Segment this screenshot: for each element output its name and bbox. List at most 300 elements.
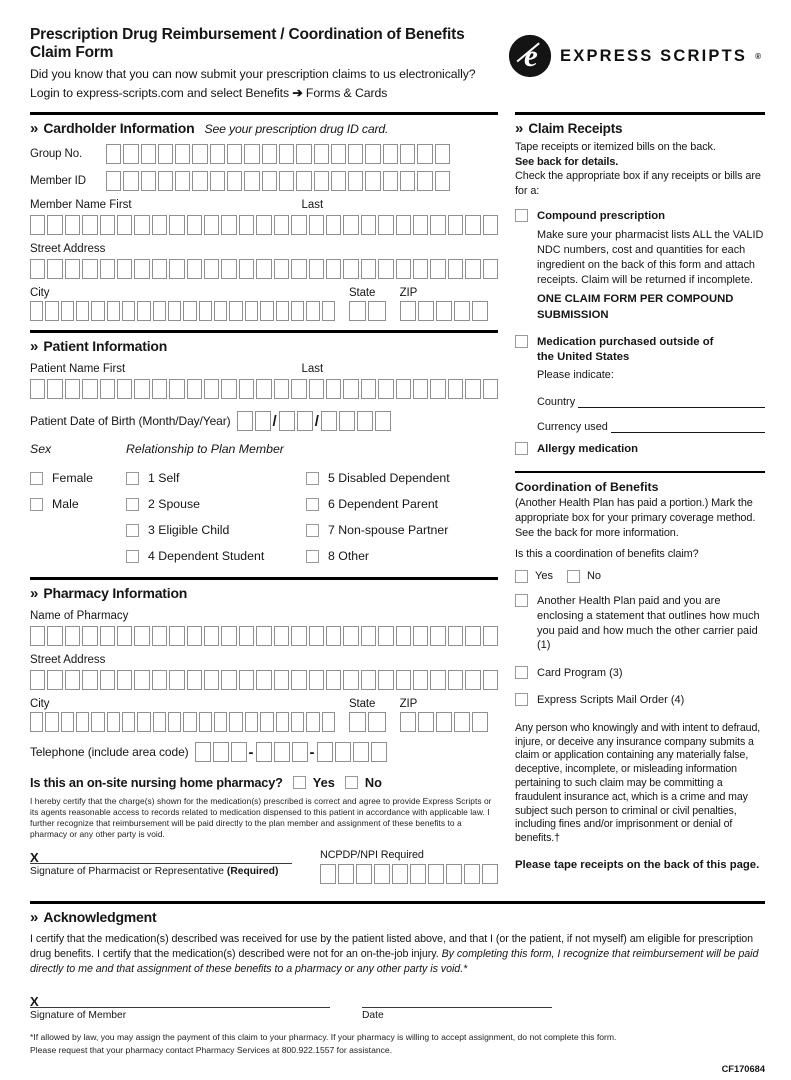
char-box[interactable] bbox=[356, 864, 372, 884]
char-box[interactable] bbox=[187, 215, 202, 235]
char-box[interactable] bbox=[256, 670, 271, 690]
char-box[interactable] bbox=[106, 171, 121, 191]
char-box[interactable] bbox=[348, 144, 363, 164]
char-box[interactable] bbox=[262, 144, 277, 164]
char-box[interactable] bbox=[343, 626, 358, 646]
char-box[interactable] bbox=[317, 742, 333, 762]
dependent-parent-checkbox[interactable] bbox=[306, 498, 319, 511]
char-box[interactable] bbox=[400, 712, 416, 732]
char-box[interactable] bbox=[343, 379, 358, 399]
char-box[interactable] bbox=[195, 742, 211, 762]
char-box[interactable] bbox=[47, 626, 62, 646]
char-box[interactable] bbox=[152, 626, 167, 646]
char-box[interactable] bbox=[153, 712, 166, 732]
pharmacy-street-boxes[interactable] bbox=[30, 670, 498, 690]
char-box[interactable] bbox=[483, 259, 498, 279]
char-box[interactable] bbox=[368, 712, 385, 732]
phone-prefix-boxes[interactable] bbox=[256, 742, 308, 762]
char-box[interactable] bbox=[365, 171, 380, 191]
other-checkbox[interactable] bbox=[306, 550, 319, 563]
char-box[interactable] bbox=[410, 864, 426, 884]
pharmacy-zip-boxes[interactable] bbox=[400, 712, 488, 732]
char-box[interactable] bbox=[417, 171, 432, 191]
char-box[interactable] bbox=[331, 171, 346, 191]
compound-prescription-checkbox[interactable] bbox=[515, 209, 528, 222]
char-box[interactable] bbox=[274, 215, 289, 235]
char-box[interactable] bbox=[378, 259, 393, 279]
checkbox-dependent-parent[interactable] bbox=[306, 491, 450, 517]
char-box[interactable] bbox=[245, 301, 258, 321]
char-box[interactable] bbox=[187, 626, 202, 646]
char-box[interactable] bbox=[106, 144, 121, 164]
no-checkbox[interactable] bbox=[345, 776, 358, 789]
char-box[interactable] bbox=[175, 171, 190, 191]
char-box[interactable] bbox=[483, 626, 498, 646]
char-box[interactable] bbox=[465, 259, 480, 279]
char-box[interactable] bbox=[418, 301, 434, 321]
char-box[interactable] bbox=[204, 259, 219, 279]
char-box[interactable] bbox=[168, 301, 181, 321]
char-box[interactable] bbox=[169, 215, 184, 235]
char-box[interactable] bbox=[276, 301, 289, 321]
char-box[interactable] bbox=[472, 712, 488, 732]
char-box[interactable] bbox=[418, 712, 434, 732]
char-box[interactable] bbox=[413, 259, 428, 279]
char-box[interactable] bbox=[204, 626, 219, 646]
char-box[interactable] bbox=[82, 670, 97, 690]
char-box[interactable] bbox=[239, 626, 254, 646]
checkbox-cob-yes[interactable] bbox=[515, 570, 553, 583]
checkbox-male[interactable] bbox=[30, 491, 126, 517]
char-box[interactable] bbox=[435, 171, 450, 191]
cob-no-checkbox[interactable] bbox=[567, 570, 580, 583]
char-box[interactable] bbox=[335, 742, 351, 762]
char-box[interactable] bbox=[348, 171, 363, 191]
char-box[interactable] bbox=[221, 670, 236, 690]
char-box[interactable] bbox=[378, 626, 393, 646]
char-box[interactable] bbox=[123, 144, 138, 164]
char-box[interactable] bbox=[396, 379, 411, 399]
char-box[interactable] bbox=[279, 144, 294, 164]
dob-day-boxes[interactable] bbox=[279, 411, 313, 431]
char-box[interactable] bbox=[30, 215, 45, 235]
char-box[interactable] bbox=[199, 712, 212, 732]
char-box[interactable] bbox=[100, 626, 115, 646]
char-box[interactable] bbox=[448, 626, 463, 646]
char-box[interactable] bbox=[326, 215, 341, 235]
char-box[interactable] bbox=[320, 864, 336, 884]
char-box[interactable] bbox=[107, 712, 120, 732]
char-box[interactable] bbox=[82, 626, 97, 646]
char-box[interactable] bbox=[306, 712, 319, 732]
char-box[interactable] bbox=[76, 712, 89, 732]
char-box[interactable] bbox=[192, 171, 207, 191]
char-box[interactable] bbox=[122, 712, 135, 732]
char-box[interactable] bbox=[65, 259, 80, 279]
char-box[interactable] bbox=[309, 670, 324, 690]
char-box[interactable] bbox=[430, 215, 445, 235]
char-box[interactable] bbox=[430, 259, 445, 279]
char-box[interactable] bbox=[361, 215, 376, 235]
char-box[interactable] bbox=[322, 301, 335, 321]
char-box[interactable] bbox=[448, 670, 463, 690]
char-box[interactable] bbox=[464, 864, 480, 884]
cardholder-city-boxes[interactable] bbox=[30, 301, 335, 321]
char-box[interactable] bbox=[465, 670, 480, 690]
char-box[interactable] bbox=[210, 171, 225, 191]
phone-area-boxes[interactable] bbox=[195, 742, 247, 762]
char-box[interactable] bbox=[322, 712, 335, 732]
char-box[interactable] bbox=[483, 670, 498, 690]
char-box[interactable] bbox=[245, 712, 258, 732]
char-box[interactable] bbox=[100, 670, 115, 690]
char-box[interactable] bbox=[321, 411, 337, 431]
char-box[interactable] bbox=[153, 301, 166, 321]
pharmacy-state-boxes[interactable] bbox=[349, 712, 386, 732]
char-box[interactable] bbox=[229, 301, 242, 321]
checkbox-female[interactable] bbox=[30, 465, 126, 491]
char-box[interactable] bbox=[309, 259, 324, 279]
spouse-checkbox[interactable] bbox=[126, 498, 139, 511]
char-box[interactable] bbox=[276, 712, 289, 732]
char-box[interactable] bbox=[256, 259, 271, 279]
char-box[interactable] bbox=[291, 301, 304, 321]
char-box[interactable] bbox=[239, 379, 254, 399]
char-box[interactable] bbox=[239, 670, 254, 690]
char-box[interactable] bbox=[65, 670, 80, 690]
char-box[interactable] bbox=[454, 712, 470, 732]
dependent-student-checkbox[interactable] bbox=[126, 550, 139, 563]
country-input-line[interactable] bbox=[578, 396, 765, 408]
female-checkbox[interactable] bbox=[30, 472, 43, 485]
char-box[interactable] bbox=[428, 864, 444, 884]
char-box[interactable] bbox=[383, 171, 398, 191]
member-name-boxes[interactable] bbox=[30, 215, 498, 235]
char-box[interactable] bbox=[274, 742, 290, 762]
char-box[interactable] bbox=[47, 379, 62, 399]
char-box[interactable] bbox=[82, 379, 97, 399]
char-box[interactable] bbox=[237, 411, 253, 431]
char-box[interactable] bbox=[122, 301, 135, 321]
char-box[interactable] bbox=[361, 626, 376, 646]
char-box[interactable] bbox=[413, 215, 428, 235]
pharmacy-name-boxes[interactable] bbox=[30, 626, 498, 646]
char-box[interactable] bbox=[435, 144, 450, 164]
char-box[interactable] bbox=[117, 259, 132, 279]
char-box[interactable] bbox=[400, 144, 415, 164]
char-box[interactable] bbox=[169, 670, 184, 690]
char-box[interactable] bbox=[448, 259, 463, 279]
char-box[interactable] bbox=[210, 144, 225, 164]
char-box[interactable] bbox=[227, 171, 242, 191]
member-signature-line[interactable] bbox=[30, 993, 330, 1008]
char-box[interactable] bbox=[292, 742, 308, 762]
char-box[interactable] bbox=[343, 670, 358, 690]
char-box[interactable] bbox=[291, 259, 306, 279]
char-box[interactable] bbox=[296, 144, 311, 164]
char-box[interactable] bbox=[430, 670, 445, 690]
char-box[interactable] bbox=[436, 301, 452, 321]
char-box[interactable] bbox=[30, 259, 45, 279]
char-box[interactable] bbox=[297, 411, 313, 431]
char-box[interactable] bbox=[378, 379, 393, 399]
char-box[interactable] bbox=[76, 301, 89, 321]
char-box[interactable] bbox=[221, 379, 236, 399]
char-box[interactable] bbox=[361, 259, 376, 279]
char-box[interactable] bbox=[204, 670, 219, 690]
char-box[interactable] bbox=[158, 171, 173, 191]
other-plan-checkbox[interactable] bbox=[515, 594, 528, 607]
cardholder-street-boxes[interactable] bbox=[30, 259, 498, 279]
char-box[interactable] bbox=[47, 215, 62, 235]
char-box[interactable] bbox=[309, 379, 324, 399]
char-box[interactable] bbox=[152, 259, 167, 279]
char-box[interactable] bbox=[343, 259, 358, 279]
char-box[interactable] bbox=[339, 411, 355, 431]
char-box[interactable] bbox=[107, 301, 120, 321]
char-box[interactable] bbox=[117, 215, 132, 235]
char-box[interactable] bbox=[30, 670, 45, 690]
char-box[interactable] bbox=[378, 670, 393, 690]
char-box[interactable] bbox=[82, 259, 97, 279]
checkbox-disabled-dependent[interactable] bbox=[306, 465, 450, 491]
pharmacist-signature-line[interactable] bbox=[30, 849, 292, 864]
currency-input-line[interactable] bbox=[611, 421, 765, 433]
char-box[interactable] bbox=[256, 626, 271, 646]
char-box[interactable] bbox=[454, 301, 470, 321]
char-box[interactable] bbox=[256, 215, 271, 235]
char-box[interactable] bbox=[204, 379, 219, 399]
char-box[interactable] bbox=[400, 301, 416, 321]
char-box[interactable] bbox=[221, 626, 236, 646]
char-box[interactable] bbox=[227, 144, 242, 164]
char-box[interactable] bbox=[465, 626, 480, 646]
member-id-boxes[interactable] bbox=[106, 171, 450, 191]
disabled-dependent-checkbox[interactable] bbox=[306, 472, 319, 485]
char-box[interactable] bbox=[448, 379, 463, 399]
char-box[interactable] bbox=[368, 301, 385, 321]
char-box[interactable] bbox=[353, 742, 369, 762]
nonspouse-partner-checkbox[interactable] bbox=[306, 524, 319, 537]
checkbox-self[interactable] bbox=[126, 465, 306, 491]
mail-order-checkbox[interactable] bbox=[515, 693, 528, 706]
char-box[interactable] bbox=[244, 144, 259, 164]
char-box[interactable] bbox=[100, 215, 115, 235]
char-box[interactable] bbox=[331, 144, 346, 164]
self-checkbox[interactable] bbox=[126, 472, 139, 485]
char-box[interactable] bbox=[239, 215, 254, 235]
char-box[interactable] bbox=[465, 215, 480, 235]
char-box[interactable] bbox=[483, 379, 498, 399]
char-box[interactable] bbox=[134, 215, 149, 235]
char-box[interactable] bbox=[168, 712, 181, 732]
char-box[interactable] bbox=[396, 259, 411, 279]
char-box[interactable] bbox=[274, 670, 289, 690]
char-box[interactable] bbox=[274, 259, 289, 279]
char-box[interactable] bbox=[365, 144, 380, 164]
char-box[interactable] bbox=[187, 670, 202, 690]
checkbox-spouse[interactable] bbox=[126, 491, 306, 517]
char-box[interactable] bbox=[61, 712, 74, 732]
char-box[interactable] bbox=[392, 864, 408, 884]
char-box[interactable] bbox=[326, 259, 341, 279]
char-box[interactable] bbox=[30, 379, 45, 399]
char-box[interactable] bbox=[204, 215, 219, 235]
char-box[interactable] bbox=[291, 379, 306, 399]
char-box[interactable] bbox=[169, 379, 184, 399]
char-box[interactable] bbox=[371, 742, 387, 762]
char-box[interactable] bbox=[152, 215, 167, 235]
char-box[interactable] bbox=[326, 670, 341, 690]
char-box[interactable] bbox=[357, 411, 373, 431]
char-box[interactable] bbox=[117, 626, 132, 646]
char-box[interactable] bbox=[117, 670, 132, 690]
char-box[interactable] bbox=[30, 712, 43, 732]
cardholder-zip-boxes[interactable] bbox=[400, 301, 488, 321]
char-box[interactable] bbox=[214, 712, 227, 732]
checkbox-cob-no[interactable] bbox=[567, 570, 601, 583]
char-box[interactable] bbox=[260, 712, 273, 732]
male-checkbox[interactable] bbox=[30, 498, 43, 511]
char-box[interactable] bbox=[137, 712, 150, 732]
yes-checkbox[interactable] bbox=[293, 776, 306, 789]
char-box[interactable] bbox=[430, 379, 445, 399]
char-box[interactable] bbox=[413, 379, 428, 399]
char-box[interactable] bbox=[413, 626, 428, 646]
char-box[interactable] bbox=[183, 712, 196, 732]
char-box[interactable] bbox=[231, 742, 247, 762]
char-box[interactable] bbox=[213, 742, 229, 762]
char-box[interactable] bbox=[326, 626, 341, 646]
char-box[interactable] bbox=[45, 712, 58, 732]
outside-us-checkbox[interactable] bbox=[515, 335, 528, 348]
char-box[interactable] bbox=[169, 259, 184, 279]
char-box[interactable] bbox=[361, 670, 376, 690]
char-box[interactable] bbox=[30, 301, 43, 321]
char-box[interactable] bbox=[229, 712, 242, 732]
char-box[interactable] bbox=[175, 144, 190, 164]
date-line[interactable] bbox=[362, 993, 552, 1008]
char-box[interactable] bbox=[396, 215, 411, 235]
char-box[interactable] bbox=[199, 301, 212, 321]
char-box[interactable] bbox=[274, 379, 289, 399]
char-box[interactable] bbox=[256, 742, 272, 762]
dob-month-boxes[interactable] bbox=[237, 411, 271, 431]
char-box[interactable] bbox=[214, 301, 227, 321]
char-box[interactable] bbox=[91, 712, 104, 732]
char-box[interactable] bbox=[378, 215, 393, 235]
char-box[interactable] bbox=[413, 670, 428, 690]
char-box[interactable] bbox=[436, 712, 452, 732]
checkbox-nursing-no[interactable] bbox=[345, 775, 382, 790]
char-box[interactable] bbox=[361, 379, 376, 399]
char-box[interactable] bbox=[123, 171, 138, 191]
char-box[interactable] bbox=[260, 301, 273, 321]
char-box[interactable] bbox=[274, 626, 289, 646]
char-box[interactable] bbox=[65, 626, 80, 646]
char-box[interactable] bbox=[279, 171, 294, 191]
char-box[interactable] bbox=[100, 379, 115, 399]
char-box[interactable] bbox=[82, 215, 97, 235]
checkbox-eligible-child[interactable] bbox=[126, 517, 306, 543]
char-box[interactable] bbox=[134, 259, 149, 279]
char-box[interactable] bbox=[152, 670, 167, 690]
patient-name-boxes[interactable] bbox=[30, 379, 498, 399]
char-box[interactable] bbox=[141, 171, 156, 191]
char-box[interactable] bbox=[349, 301, 366, 321]
cob-yes-checkbox[interactable] bbox=[515, 570, 528, 583]
char-box[interactable] bbox=[314, 144, 329, 164]
char-box[interactable] bbox=[187, 259, 202, 279]
char-box[interactable] bbox=[296, 171, 311, 191]
pharmacy-city-boxes[interactable] bbox=[30, 712, 335, 732]
phone-line-boxes[interactable] bbox=[317, 742, 387, 762]
char-box[interactable] bbox=[482, 864, 498, 884]
char-box[interactable] bbox=[221, 215, 236, 235]
checkbox-dependent-student[interactable] bbox=[126, 543, 306, 569]
dob-year-boxes[interactable] bbox=[321, 411, 391, 431]
char-box[interactable] bbox=[134, 670, 149, 690]
char-box[interactable] bbox=[141, 144, 156, 164]
char-box[interactable] bbox=[134, 626, 149, 646]
checkbox-nonspouse-partner[interactable] bbox=[306, 517, 450, 543]
char-box[interactable] bbox=[30, 626, 45, 646]
char-box[interactable] bbox=[47, 670, 62, 690]
char-box[interactable] bbox=[152, 379, 167, 399]
char-box[interactable] bbox=[255, 411, 271, 431]
card-program-checkbox[interactable] bbox=[515, 666, 528, 679]
char-box[interactable] bbox=[446, 864, 462, 884]
char-box[interactable] bbox=[134, 379, 149, 399]
char-box[interactable] bbox=[306, 301, 319, 321]
char-box[interactable] bbox=[349, 712, 366, 732]
char-box[interactable] bbox=[396, 626, 411, 646]
char-box[interactable] bbox=[192, 144, 207, 164]
char-box[interactable] bbox=[47, 259, 62, 279]
char-box[interactable] bbox=[417, 144, 432, 164]
checkbox-other[interactable] bbox=[306, 543, 450, 569]
char-box[interactable] bbox=[137, 301, 150, 321]
char-box[interactable] bbox=[187, 379, 202, 399]
char-box[interactable] bbox=[396, 670, 411, 690]
char-box[interactable] bbox=[314, 171, 329, 191]
char-box[interactable] bbox=[91, 301, 104, 321]
char-box[interactable] bbox=[239, 259, 254, 279]
char-box[interactable] bbox=[400, 171, 415, 191]
cardholder-state-boxes[interactable] bbox=[349, 301, 386, 321]
char-box[interactable] bbox=[291, 626, 306, 646]
char-box[interactable] bbox=[45, 301, 58, 321]
char-box[interactable] bbox=[117, 379, 132, 399]
char-box[interactable] bbox=[448, 215, 463, 235]
char-box[interactable] bbox=[183, 301, 196, 321]
char-box[interactable] bbox=[338, 864, 354, 884]
eligible-child-checkbox[interactable] bbox=[126, 524, 139, 537]
char-box[interactable] bbox=[374, 864, 390, 884]
char-box[interactable] bbox=[326, 379, 341, 399]
char-box[interactable] bbox=[169, 626, 184, 646]
char-box[interactable] bbox=[65, 379, 80, 399]
char-box[interactable] bbox=[430, 626, 445, 646]
char-box[interactable] bbox=[256, 379, 271, 399]
char-box[interactable] bbox=[291, 215, 306, 235]
char-box[interactable] bbox=[158, 144, 173, 164]
checkbox-nursing-yes[interactable] bbox=[293, 775, 335, 790]
char-box[interactable] bbox=[221, 259, 236, 279]
char-box[interactable] bbox=[61, 301, 74, 321]
char-box[interactable] bbox=[483, 215, 498, 235]
char-box[interactable] bbox=[100, 259, 115, 279]
